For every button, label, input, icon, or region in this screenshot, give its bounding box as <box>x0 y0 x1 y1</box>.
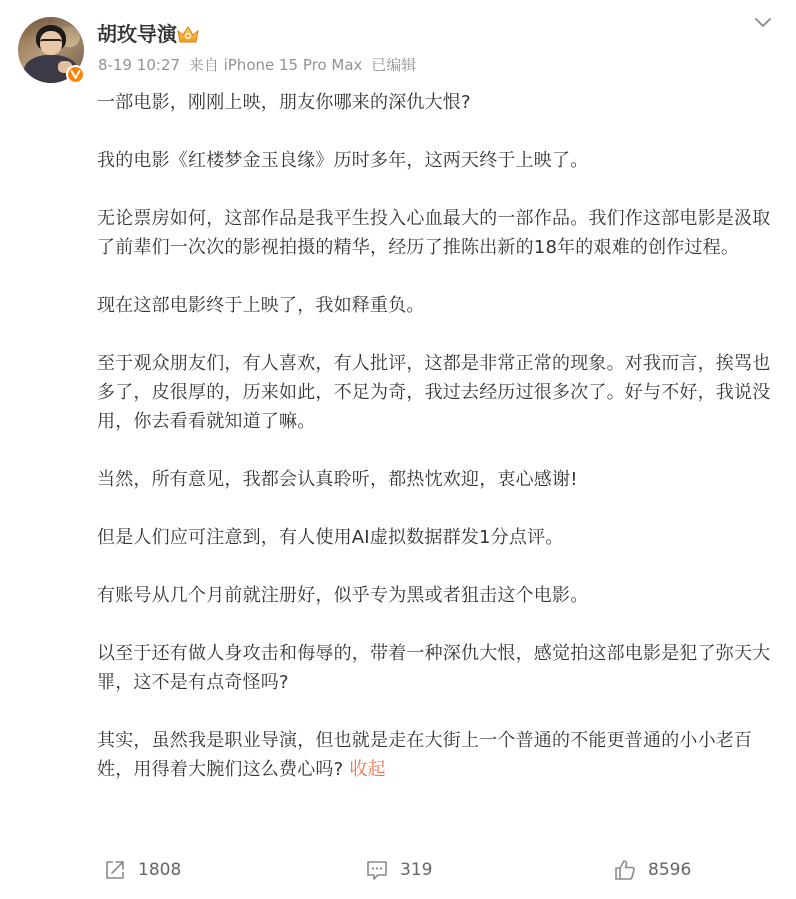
thumbs-up-icon <box>614 859 636 881</box>
post-source: 来自 iPhone 15 Pro Max <box>188 56 363 74</box>
post-paragraph: 我的电影《红楼梦金玉良缘》历时多年，这两天终于上映了。 <box>97 150 589 171</box>
post-paragraph-text: 其实，虽然我是职业导演，但也就是走在大街上一个普通的不能更普通的小小老百姓，用得着大腕们这么费心吗? <box>97 730 753 780</box>
repost-icon <box>104 859 126 881</box>
post-paragraph: 至于观众朋友们，有人喜欢，有人批评，这都是非常正常的现象。对我而言，挨骂也多了，皮很厚的，历来如此，不足为奇，我过去经历过很多次了。好与不好，我说没用，你去看看就知道了嘛。 <box>97 353 771 432</box>
crown-icon[interactable] <box>176 25 200 45</box>
repost-count: 1808 <box>138 860 182 880</box>
post-paragraph-last <box>97 726 787 784</box>
comment-icon <box>366 859 388 881</box>
post-paragraph: 无论票房如何，这部作品是我平生投入心血最大的一部作品。我们作这部电影是汲取了前辈们一次次的影视拍摄的精华，经历了推陈出新的18年的艰难的创作过程。 <box>97 208 771 258</box>
like-button[interactable] <box>614 852 691 888</box>
post-content <box>97 88 787 784</box>
edited-label[interactable]: 已编辑 <box>371 56 417 74</box>
verified-badge-icon <box>66 65 85 84</box>
chevron-down-icon[interactable] <box>752 15 774 31</box>
post-paragraph: 当然，所有意见，我都会认真聆听，都热忱欢迎，衷心感谢! <box>97 469 578 490</box>
repost-button[interactable] <box>104 852 181 888</box>
action-bar <box>0 852 796 888</box>
post-paragraph: 现在这部电影终于上映了，我如释重负。 <box>97 295 425 316</box>
like-count: 8596 <box>648 860 692 880</box>
collapse-link[interactable]: 收起 <box>349 759 386 780</box>
post-paragraph: 但是人们应可注意到，有人使用AI虚拟数据群发1分点评。 <box>97 527 564 548</box>
post-paragraph: 有账号从几个月前就注册好，似乎专为黑或者狙击这个电影。 <box>97 585 589 606</box>
avatar[interactable] <box>18 17 84 83</box>
comment-count: 319 <box>400 860 433 880</box>
post-paragraph: 一部电影，刚刚上映，朋友你哪来的深仇大恨? <box>97 92 471 113</box>
author-name[interactable]: 胡玫导演 <box>97 22 177 46</box>
post-meta <box>98 55 420 75</box>
comment-button[interactable] <box>366 852 432 888</box>
post-timestamp[interactable]: 8-19 10:27 <box>98 56 181 74</box>
post-paragraph: 以至于还有做人身攻击和侮辱的，带着一种深仇大恨，感觉拍这部电影是犯了弥天大罪，这不是有点奇怪吗? <box>97 643 771 693</box>
